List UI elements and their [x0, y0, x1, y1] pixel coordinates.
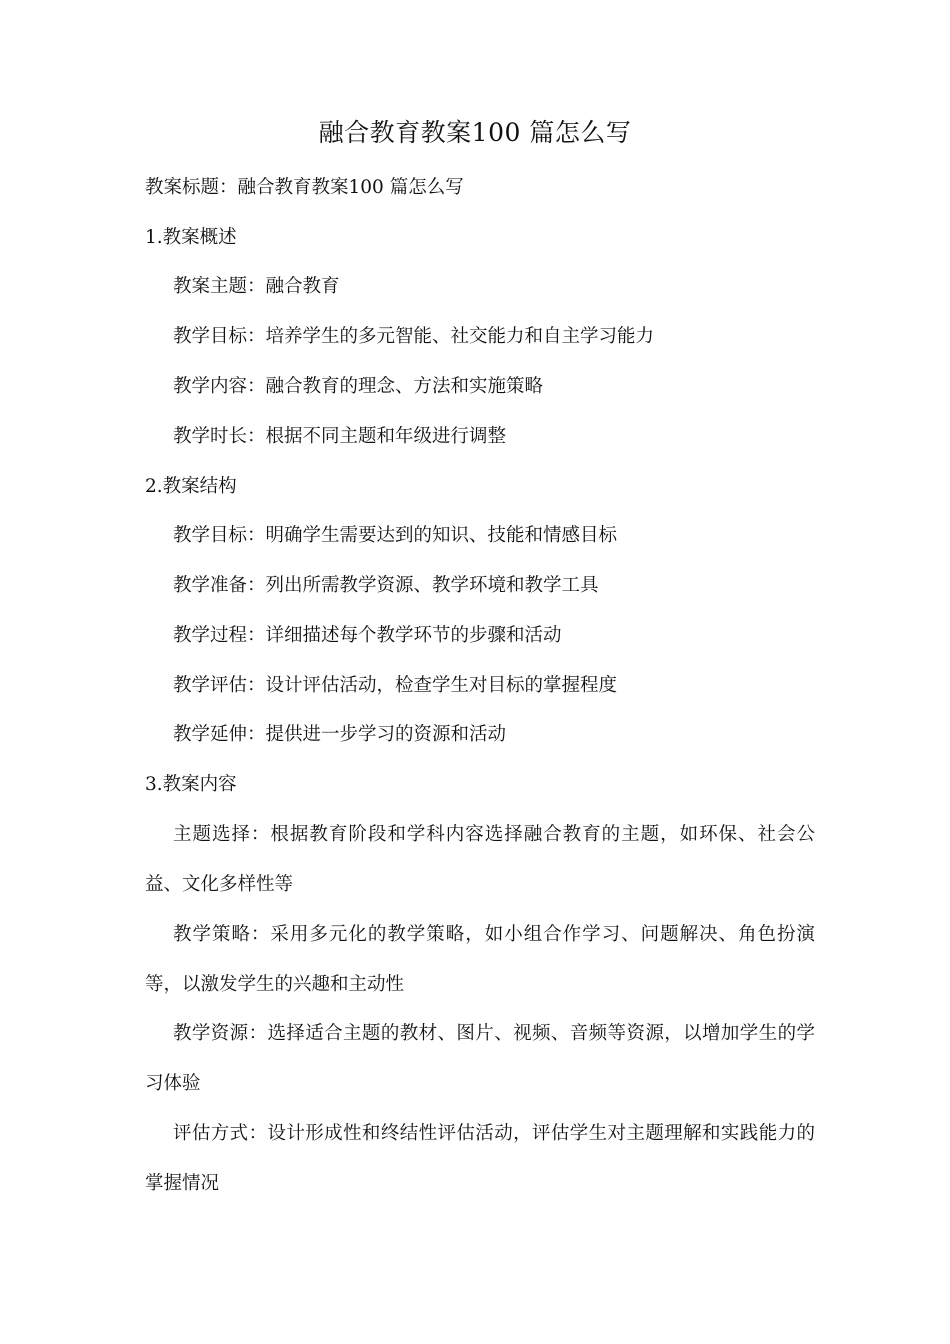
document-title: 融合教育教案100 篇怎么写 — [318, 118, 632, 147]
structure-item-assessment: 教学评估：设计评估活动，检查学生对目标的掌握程度 — [173, 675, 618, 696]
section-heading-overview: 1.教案概述 — [145, 227, 237, 248]
overview-item-duration: 教学时长：根据不同主题和年级进行调整 — [173, 426, 507, 447]
overview-item-topic: 教案主题：融合教育 — [173, 276, 340, 297]
overview-item-content: 教学内容：融合教育的理念、方法和实施策略 — [173, 376, 544, 397]
content-item-resources: 教学资源：选择适合主题的教材、图片、视频、音频等资源，以增加学生的学习体验 — [145, 1023, 815, 1094]
structure-item-preparation: 教学准备：列出所需教学资源、教学环境和教学工具 — [173, 575, 599, 596]
content-item-strategy: 教学策略：采用多元化的教学策略，如小组合作学习、问题解决、角色扮演等，以激发学生的兴趣和主动性 — [145, 924, 815, 995]
overview-item-goal: 教学目标：培养学生的多元智能、社交能力和自主学习能力 — [173, 326, 655, 347]
content-item-evaluation: 评估方式：设计形成性和终结性评估活动，评估学生对主题理解和实践能力的掌握情况 — [145, 1123, 815, 1194]
lesson-title-line: 教案标题：融合教育教案100 篇怎么写 — [145, 177, 464, 198]
structure-item-process: 教学过程：详细描述每个教学环节的步骤和活动 — [173, 625, 562, 646]
structure-item-extension: 教学延伸：提供进一步学习的资源和活动 — [173, 724, 507, 745]
structure-item-goal: 教学目标：明确学生需要达到的知识、技能和情感目标 — [173, 525, 618, 546]
section-heading-structure: 2.教案结构 — [145, 476, 237, 497]
section-heading-content: 3.教案内容 — [145, 774, 237, 795]
content-item-topic-selection: 主题选择：根据教育阶段和学科内容选择融合教育的主题，如环保、社会公益、文化多样性等 — [145, 824, 815, 895]
